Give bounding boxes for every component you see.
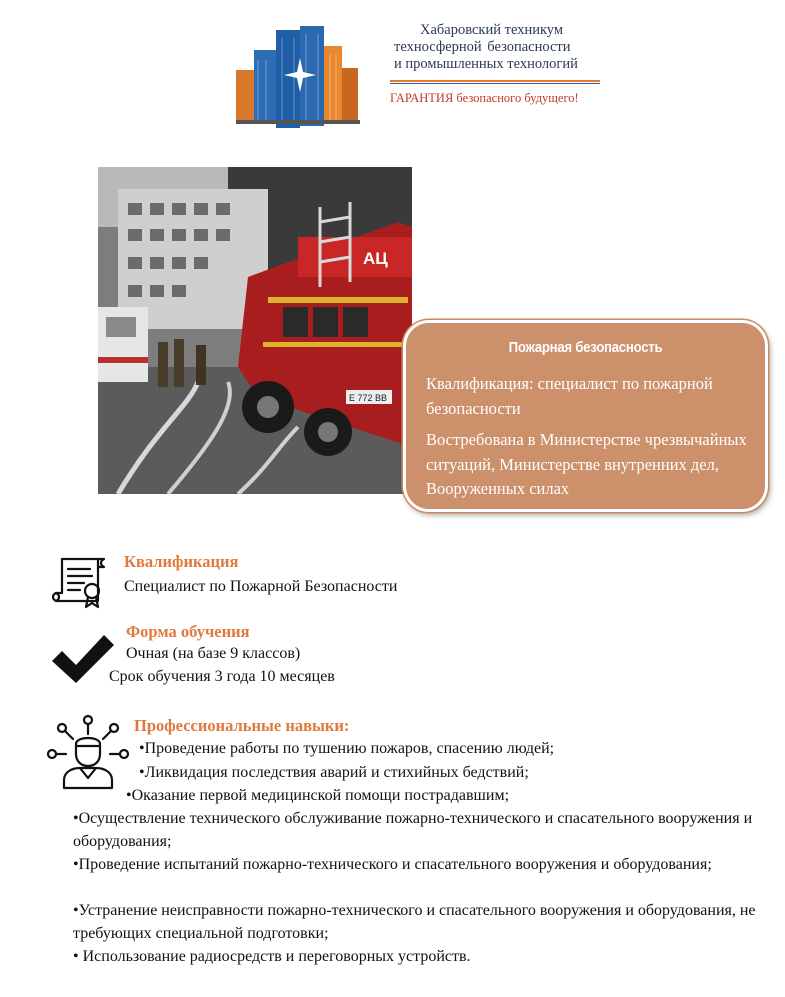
fire-truck-photo bbox=[98, 167, 412, 494]
skill-item: •Осуществление технического обслуживание пожарно-технического и спасательного вооружения и оборудования; bbox=[73, 810, 753, 850]
skill-item: •Проведение работы по тушению пожаров, спасению людей; bbox=[139, 740, 555, 757]
skill-item: •Ликвидация последствия аварий и стихийных бедствий; bbox=[139, 764, 529, 781]
org-name-line-3: и промышленных технологий bbox=[394, 56, 578, 72]
study-form-type: Очная (на базе 9 классов) bbox=[126, 645, 301, 662]
truck-plate: Е 772 ВВ bbox=[349, 393, 388, 403]
card-demand: Востребована в Министерстве чрезвычайных ситуаций, Министерстве внутренних дел, Вооруженных силах bbox=[426, 430, 747, 498]
card-title: Пожарная безопасность bbox=[508, 339, 663, 356]
checkmark-icon bbox=[50, 633, 116, 685]
qualification-heading: Квалификация bbox=[124, 552, 239, 571]
header-divider-blue bbox=[390, 83, 600, 84]
qualification-text: Специалист по Пожарной Безопасности bbox=[124, 578, 398, 595]
program-info-card bbox=[403, 320, 768, 512]
truck-label: АЦ bbox=[363, 249, 388, 268]
college-logo bbox=[236, 20, 360, 128]
card-qualification: Квалификация: специалист по пожарной безопасности bbox=[426, 374, 713, 418]
skills-person-icon bbox=[46, 714, 130, 790]
slogan: ГАРАНТИЯ безопасного будущего! bbox=[390, 91, 579, 105]
skill-item: •Оказание первой медицинской помощи пострадавшим; bbox=[126, 787, 510, 804]
diploma-certificate-icon bbox=[52, 555, 110, 609]
skill-item: •Устранение неисправности пожарно-технического и спасательного вооружения и оборудования, не требующих специальной подготовки; bbox=[73, 902, 756, 942]
skill-item: • Использование радиосредств и переговорных устройств. bbox=[73, 948, 471, 965]
skill-item: •Проведение испытаний пожарно-технического и спасательного вооружения и оборудования; bbox=[73, 856, 712, 873]
study-form-heading: Форма обучения bbox=[126, 622, 250, 641]
org-name-line-2: техносферной безопасности bbox=[394, 39, 571, 55]
org-name-line-1: Хабаровский техникум bbox=[420, 22, 564, 38]
header-divider-orange bbox=[390, 80, 600, 82]
study-duration: Срок обучения 3 года 10 месяцев bbox=[109, 668, 335, 685]
skills-heading: Профессиональные навыки: bbox=[134, 716, 350, 735]
